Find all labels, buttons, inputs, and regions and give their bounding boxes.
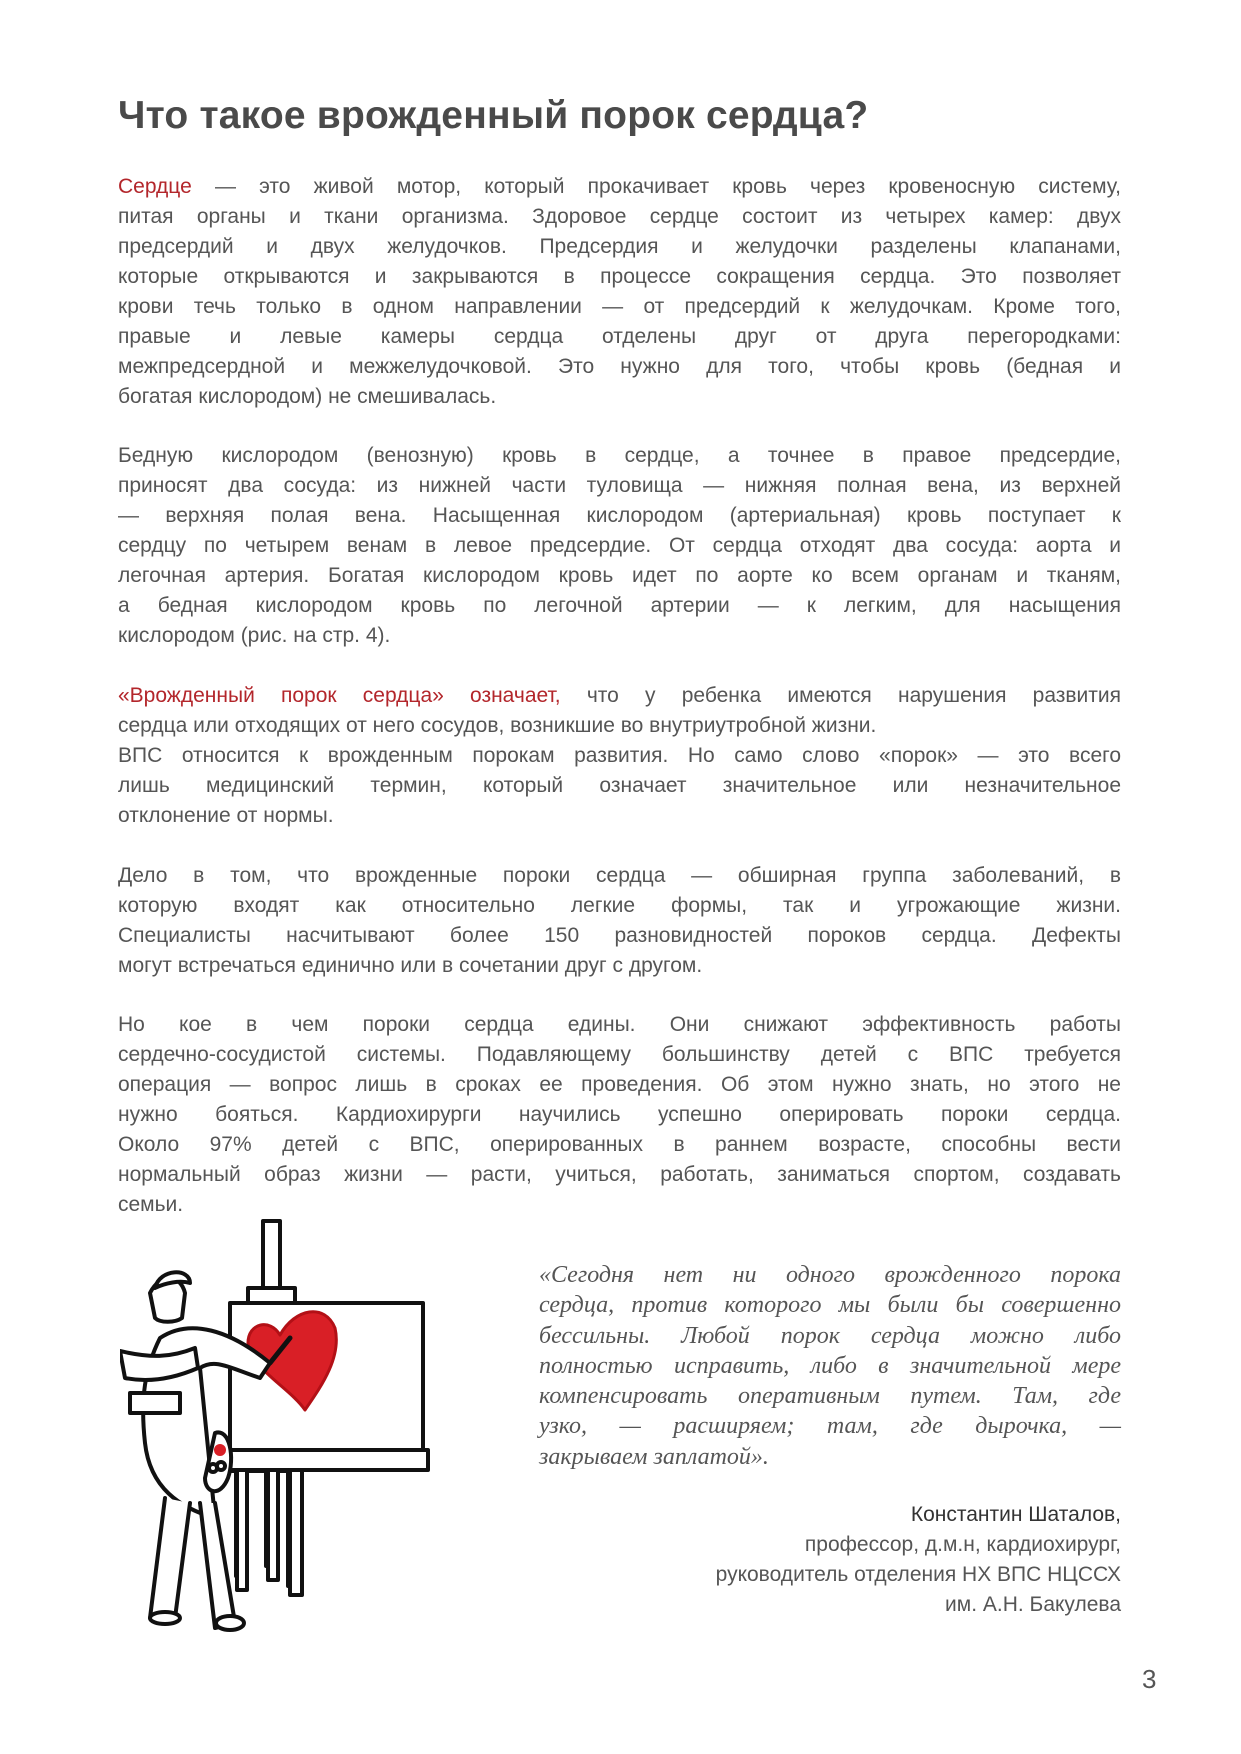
page-title: Что такое врожденный порок сердца? xyxy=(118,94,869,137)
paragraph-blood-flow: Бедную кислородом (венозную) кровь в сердце, а точнее в правое предсердие, приносят два сосуда: из нижней части туловища — нижняя полная вена, из верхней — верхняя полая вена. Насыщенная кислородом (артериальная) кровь поступает к сердцу по четырем венам в левое предсердие. От сердца отходят два сосуда: аорта и легочная артерия. Богатая кислородом кровь идет по аорте ко всем органам и тканям, а бедная кислородом кровь по легочной артерии — к легким, для насыщения кислородом (рис. на стр. 4). xyxy=(118,444,1121,647)
term-chd: «Врожденный порок сердца» означает, xyxy=(118,684,561,707)
paragraph-disease-group: Дело в том, что врожденные пороки сердца — обширная группа заболеваний, в которую входят как относительно легкие формы, так и угрожающие жизни. Специалисты насчитывают более 150 разновидностей пороков сердца. Дефекты могут встречаться единично или в сочетании друг с другом. xyxy=(118,864,1121,977)
term-heart: Сердце xyxy=(118,175,192,198)
paragraph-chd-meaning: «Врожденный порок сердца» означает, что у ребенка имеются нарушения развития сердца или отходящих от него сосудов, возникшие во внутриутробной жизни. ВПС относится к врожденным порокам развития. Но само слово «порок» — это всего лишь медицинский термин, который означает значительное или незначительное отклонение от нормы. xyxy=(118,684,1121,827)
paragraph-heart-definition: Сердце — это живой мотор, который прокачивает кровь через кровеносную систему, питая органы и ткани организма. Здоровое сердце состоит из четырех камер: двух предсердий и двух желудочков. Предсердия и желудочки разделены клапанами, которые открываются и закрываются в процессе сокращения сердца. Это позволяет крови течь только в одном направлении — от предсердий к желудочкам. Кроме того, правые и левые камеры сердца отделены друг от друга перегородками: межпредсердной и межжелудочковой. Это нужно для того, чтобы кровь (бедная и богатая кислородом) не смешивалась. xyxy=(118,175,1121,408)
author-position: профессор, д.м.н, кардиохирург, xyxy=(804,1533,1121,1556)
author-organization: руководитель отделения НХ ВПС НЦССХ xyxy=(715,1563,1121,1586)
quote-attribution xyxy=(716,1500,1121,1620)
page-number: 3 xyxy=(1142,1664,1157,1694)
author-organization-name: им. А.Н. Бакулева xyxy=(945,1593,1121,1616)
quote: «Сегодня нет ни одного врожденного порока сердца, против которого мы были бы совершенно бессильны. Любой порок сердца можно либо полностью исправить, либо в значительной мере компенсировать оперативным путем. Там, где узко, — расширяем; там, где дырочка, — закрываем заплатой». xyxy=(539,1262,1121,1470)
author-name: Константин Шаталов, xyxy=(910,1503,1121,1526)
paragraph-surgery: Но кое в чем пороки сердца едины. Они снижают эффективность работы сердечно-сосудистой системы. Подавляющему большинству детей с ВПС требуется операция — вопрос лишь в сроках ее проведения. Об этом нужно знать, но этого не нужно бояться. Кардиохирурги научились успешно оперировать пороки сердца. Около 97% детей с ВПС, оперированных в раннем возрасте, способны вести нормальный образ жизни — расти, учиться, работать, заниматься спортом, создавать семьи. xyxy=(118,1013,1121,1216)
easel-top-post xyxy=(263,1221,280,1291)
painter-heart-illustration xyxy=(120,1218,490,1658)
